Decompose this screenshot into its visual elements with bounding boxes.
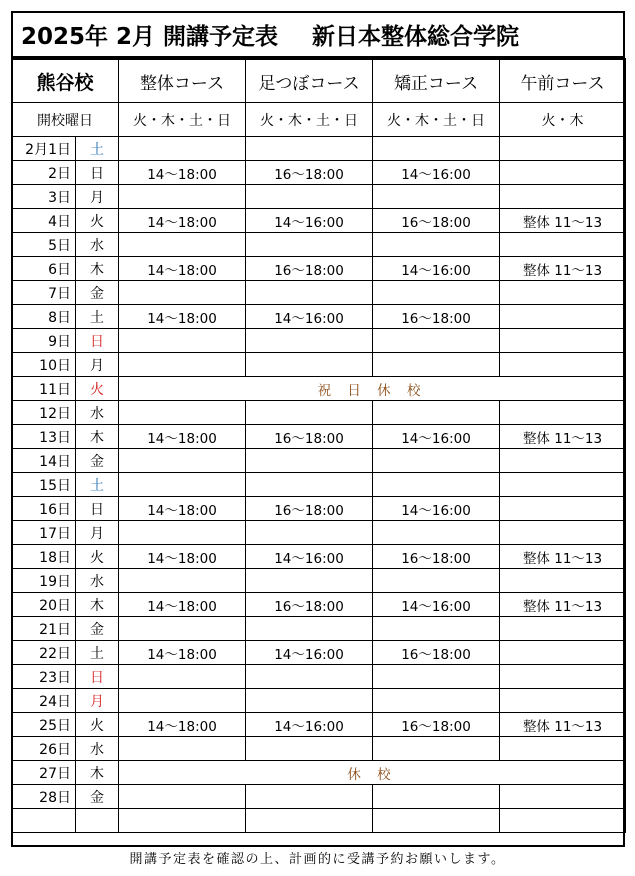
slot-kyousei [373, 185, 500, 209]
slot-ashitsubo: 14〜16:00 [246, 641, 373, 665]
table-row [12, 305, 626, 329]
slot-gozen [500, 521, 626, 545]
table-row [12, 329, 626, 353]
slot-ashitsubo [246, 401, 373, 425]
slot-seitai: 14〜18:00 [119, 161, 246, 185]
slot-seitai [119, 737, 246, 761]
date-cell: 12日 [12, 401, 76, 425]
slot-kyousei: 16〜18:00 [373, 545, 500, 569]
date-cell: 27日 [12, 761, 76, 785]
date-cell: 24日 [12, 689, 76, 713]
table-row [12, 497, 626, 521]
course-header-row [12, 59, 626, 103]
table-row [12, 449, 626, 473]
weekday-cell: 日 [76, 665, 119, 689]
weekday-cell: 火 [76, 377, 119, 401]
slot-ashitsubo [246, 329, 373, 353]
table-row [12, 713, 626, 737]
date-cell: 7日 [12, 281, 76, 305]
weekday-cell: 金 [76, 449, 119, 473]
slot-seitai [119, 281, 246, 305]
slot-seitai: 14〜18:00 [119, 713, 246, 737]
table-row [12, 641, 626, 665]
slot-kyousei [373, 473, 500, 497]
table-row [12, 425, 626, 449]
slot-ashitsubo: 16〜18:00 [246, 425, 373, 449]
slot-ashitsubo: 16〜18:00 [246, 161, 373, 185]
slot-gozen [500, 449, 626, 473]
slot-seitai: 14〜18:00 [119, 497, 246, 521]
table-row [12, 401, 626, 425]
slot-kyousei [373, 281, 500, 305]
slot-seitai [119, 665, 246, 689]
date-cell: 25日 [12, 713, 76, 737]
date-cell: 22日 [12, 641, 76, 665]
table-row [12, 785, 626, 809]
slot-kyousei [373, 449, 500, 473]
slot-gozen [500, 329, 626, 353]
slot-ashitsubo: 16〜18:00 [246, 257, 373, 281]
slot-kyousei: 16〜18:00 [373, 641, 500, 665]
slot-seitai [119, 809, 246, 833]
closed-notice: 祝 日 休 校 [119, 377, 626, 401]
slot-kyousei: 14〜16:00 [373, 257, 500, 281]
slot-seitai [119, 401, 246, 425]
slot-kyousei [373, 617, 500, 641]
table-row [12, 257, 626, 281]
date-cell: 23日 [12, 665, 76, 689]
slot-ashitsubo [246, 473, 373, 497]
date-cell: 14日 [12, 449, 76, 473]
date-cell: 3日 [12, 185, 76, 209]
table-row [12, 377, 626, 401]
date-cell: 9日 [12, 329, 76, 353]
slot-ashitsubo: 14〜16:00 [246, 305, 373, 329]
closed-notice: 休 校 [119, 761, 626, 785]
table-row [12, 737, 626, 761]
slot-gozen: 整体 11〜13 [500, 545, 626, 569]
slot-ashitsubo [246, 449, 373, 473]
table-row [12, 137, 626, 161]
slot-seitai [119, 785, 246, 809]
date-cell: 2月1日 [12, 137, 76, 161]
slot-ashitsubo: 14〜16:00 [246, 545, 373, 569]
table-row [12, 353, 626, 377]
branch-name: 熊谷校 [12, 59, 119, 103]
slot-ashitsubo [246, 665, 373, 689]
table-row [12, 209, 626, 233]
slot-kyousei [373, 137, 500, 161]
slot-gozen: 整体 11〜13 [500, 257, 626, 281]
table-row [12, 569, 626, 593]
slot-seitai: 14〜18:00 [119, 305, 246, 329]
table-row [12, 185, 626, 209]
slot-kyousei [373, 665, 500, 689]
table-row [12, 521, 626, 545]
date-cell: 16日 [12, 497, 76, 521]
weekday-cell: 月 [76, 185, 119, 209]
table-row [12, 809, 626, 833]
open-days-kyousei: 火・木・土・日 [373, 103, 500, 137]
date-cell: 13日 [12, 425, 76, 449]
date-cell: 6日 [12, 257, 76, 281]
weekday-cell: 水 [76, 737, 119, 761]
slot-gozen [500, 785, 626, 809]
slot-seitai: 14〜18:00 [119, 545, 246, 569]
date-cell [12, 809, 76, 833]
slot-seitai [119, 569, 246, 593]
slot-kyousei [373, 785, 500, 809]
table-row [12, 281, 626, 305]
slot-seitai: 14〜18:00 [119, 425, 246, 449]
slot-kyousei: 14〜16:00 [373, 593, 500, 617]
slot-gozen [500, 689, 626, 713]
slot-ashitsubo [246, 617, 373, 641]
table-row [12, 665, 626, 689]
slot-gozen [500, 809, 626, 833]
slot-gozen [500, 665, 626, 689]
slot-ashitsubo: 14〜16:00 [246, 209, 373, 233]
footer-note: 開講予定表を確認の上、計画的に受講予約お願いします。 [129, 852, 506, 867]
slot-seitai [119, 521, 246, 545]
weekday-cell: 土 [76, 305, 119, 329]
open-days-gozen: 火・木 [500, 103, 626, 137]
schedule-table [11, 58, 626, 833]
slot-gozen [500, 353, 626, 377]
weekday-cell [76, 809, 119, 833]
weekday-cell: 日 [76, 497, 119, 521]
table-row [12, 473, 626, 497]
slot-kyousei [373, 737, 500, 761]
weekday-cell: 火 [76, 209, 119, 233]
slot-seitai [119, 353, 246, 377]
weekday-cell: 木 [76, 761, 119, 785]
slot-kyousei: 16〜18:00 [373, 713, 500, 737]
slot-seitai [119, 137, 246, 161]
date-cell: 15日 [12, 473, 76, 497]
table-row [12, 593, 626, 617]
date-cell: 20日 [12, 593, 76, 617]
slot-gozen [500, 641, 626, 665]
date-cell: 17日 [12, 521, 76, 545]
date-cell: 2日 [12, 161, 76, 185]
table-row [12, 545, 626, 569]
school-name: 新日本整体総合学院 [312, 24, 520, 50]
weekday-cell: 水 [76, 401, 119, 425]
slot-gozen [500, 737, 626, 761]
slot-ashitsubo [246, 281, 373, 305]
slot-ashitsubo: 16〜18:00 [246, 593, 373, 617]
slot-seitai: 14〜18:00 [119, 257, 246, 281]
slot-kyousei [373, 809, 500, 833]
open-days-seitai: 火・木・土・日 [119, 103, 246, 137]
slot-seitai: 14〜18:00 [119, 641, 246, 665]
title-main: 2025年 2月 開講予定表 [21, 24, 279, 50]
weekday-cell: 月 [76, 353, 119, 377]
date-cell: 28日 [12, 785, 76, 809]
table-row [12, 689, 626, 713]
open-days-label: 開校曜日 [12, 103, 119, 137]
slot-gozen [500, 305, 626, 329]
slot-ashitsubo [246, 521, 373, 545]
slot-ashitsubo [246, 689, 373, 713]
weekday-cell: 金 [76, 617, 119, 641]
slot-gozen: 整体 11〜13 [500, 209, 626, 233]
weekday-cell: 火 [76, 545, 119, 569]
page-title [11, 11, 625, 58]
weekday-cell: 月 [76, 689, 119, 713]
weekday-cell: 金 [76, 281, 119, 305]
slot-seitai [119, 185, 246, 209]
open-days-row [12, 103, 626, 137]
slot-gozen [500, 185, 626, 209]
open-days-ashitsubo: 火・木・土・日 [246, 103, 373, 137]
weekday-cell: 土 [76, 641, 119, 665]
slot-gozen [500, 617, 626, 641]
weekday-cell: 月 [76, 521, 119, 545]
weekday-cell: 土 [76, 473, 119, 497]
date-cell: 21日 [12, 617, 76, 641]
slot-kyousei [373, 689, 500, 713]
slot-seitai [119, 473, 246, 497]
weekday-cell: 水 [76, 569, 119, 593]
course-ashitsubo: 足つぼコース [246, 59, 373, 103]
slot-ashitsubo [246, 569, 373, 593]
slot-ashitsubo: 14〜16:00 [246, 713, 373, 737]
slot-ashitsubo [246, 809, 373, 833]
weekday-cell: 日 [76, 161, 119, 185]
slot-gozen [500, 401, 626, 425]
slot-seitai: 14〜18:00 [119, 209, 246, 233]
slot-kyousei: 16〜18:00 [373, 305, 500, 329]
slot-kyousei: 16〜18:00 [373, 209, 500, 233]
slot-seitai [119, 617, 246, 641]
slot-gozen [500, 569, 626, 593]
weekday-cell: 金 [76, 785, 119, 809]
date-cell: 19日 [12, 569, 76, 593]
slot-seitai [119, 233, 246, 257]
weekday-cell: 火 [76, 713, 119, 737]
slot-gozen: 整体 11〜13 [500, 593, 626, 617]
schedule-sheet [11, 11, 625, 833]
slot-kyousei: 14〜16:00 [373, 497, 500, 521]
slot-kyousei [373, 233, 500, 257]
date-cell: 10日 [12, 353, 76, 377]
slot-gozen: 整体 11〜13 [500, 713, 626, 737]
slot-ashitsubo [246, 737, 373, 761]
weekday-cell: 水 [76, 233, 119, 257]
slot-seitai: 14〜18:00 [119, 593, 246, 617]
slot-kyousei [373, 569, 500, 593]
course-kyousei: 矯正コース [373, 59, 500, 103]
weekday-cell: 木 [76, 425, 119, 449]
table-row [12, 617, 626, 641]
slot-ashitsubo: 16〜18:00 [246, 497, 373, 521]
slot-seitai [119, 329, 246, 353]
slot-kyousei [373, 401, 500, 425]
slot-gozen [500, 233, 626, 257]
slot-gozen [500, 161, 626, 185]
date-cell: 8日 [12, 305, 76, 329]
slot-kyousei [373, 353, 500, 377]
slot-ashitsubo [246, 137, 373, 161]
slot-gozen: 整体 11〜13 [500, 425, 626, 449]
course-gozen: 午前コース [500, 59, 626, 103]
slot-gozen [500, 137, 626, 161]
slot-ashitsubo [246, 353, 373, 377]
date-cell: 5日 [12, 233, 76, 257]
course-seitai: 整体コース [119, 59, 246, 103]
table-row [12, 233, 626, 257]
date-cell: 26日 [12, 737, 76, 761]
slot-kyousei [373, 521, 500, 545]
slot-kyousei: 14〜16:00 [373, 161, 500, 185]
slot-seitai [119, 689, 246, 713]
table-row [12, 761, 626, 785]
slot-ashitsubo [246, 785, 373, 809]
slot-ashitsubo [246, 233, 373, 257]
slot-kyousei [373, 329, 500, 353]
slot-gozen [500, 473, 626, 497]
slot-gozen [500, 281, 626, 305]
date-cell: 11日 [12, 377, 76, 401]
weekday-cell: 土 [76, 137, 119, 161]
slot-kyousei: 14〜16:00 [373, 425, 500, 449]
slot-ashitsubo [246, 185, 373, 209]
slot-seitai [119, 449, 246, 473]
weekday-cell: 木 [76, 593, 119, 617]
weekday-cell: 日 [76, 329, 119, 353]
date-cell: 18日 [12, 545, 76, 569]
weekday-cell: 木 [76, 257, 119, 281]
date-cell: 4日 [12, 209, 76, 233]
slot-gozen [500, 497, 626, 521]
table-row [12, 161, 626, 185]
